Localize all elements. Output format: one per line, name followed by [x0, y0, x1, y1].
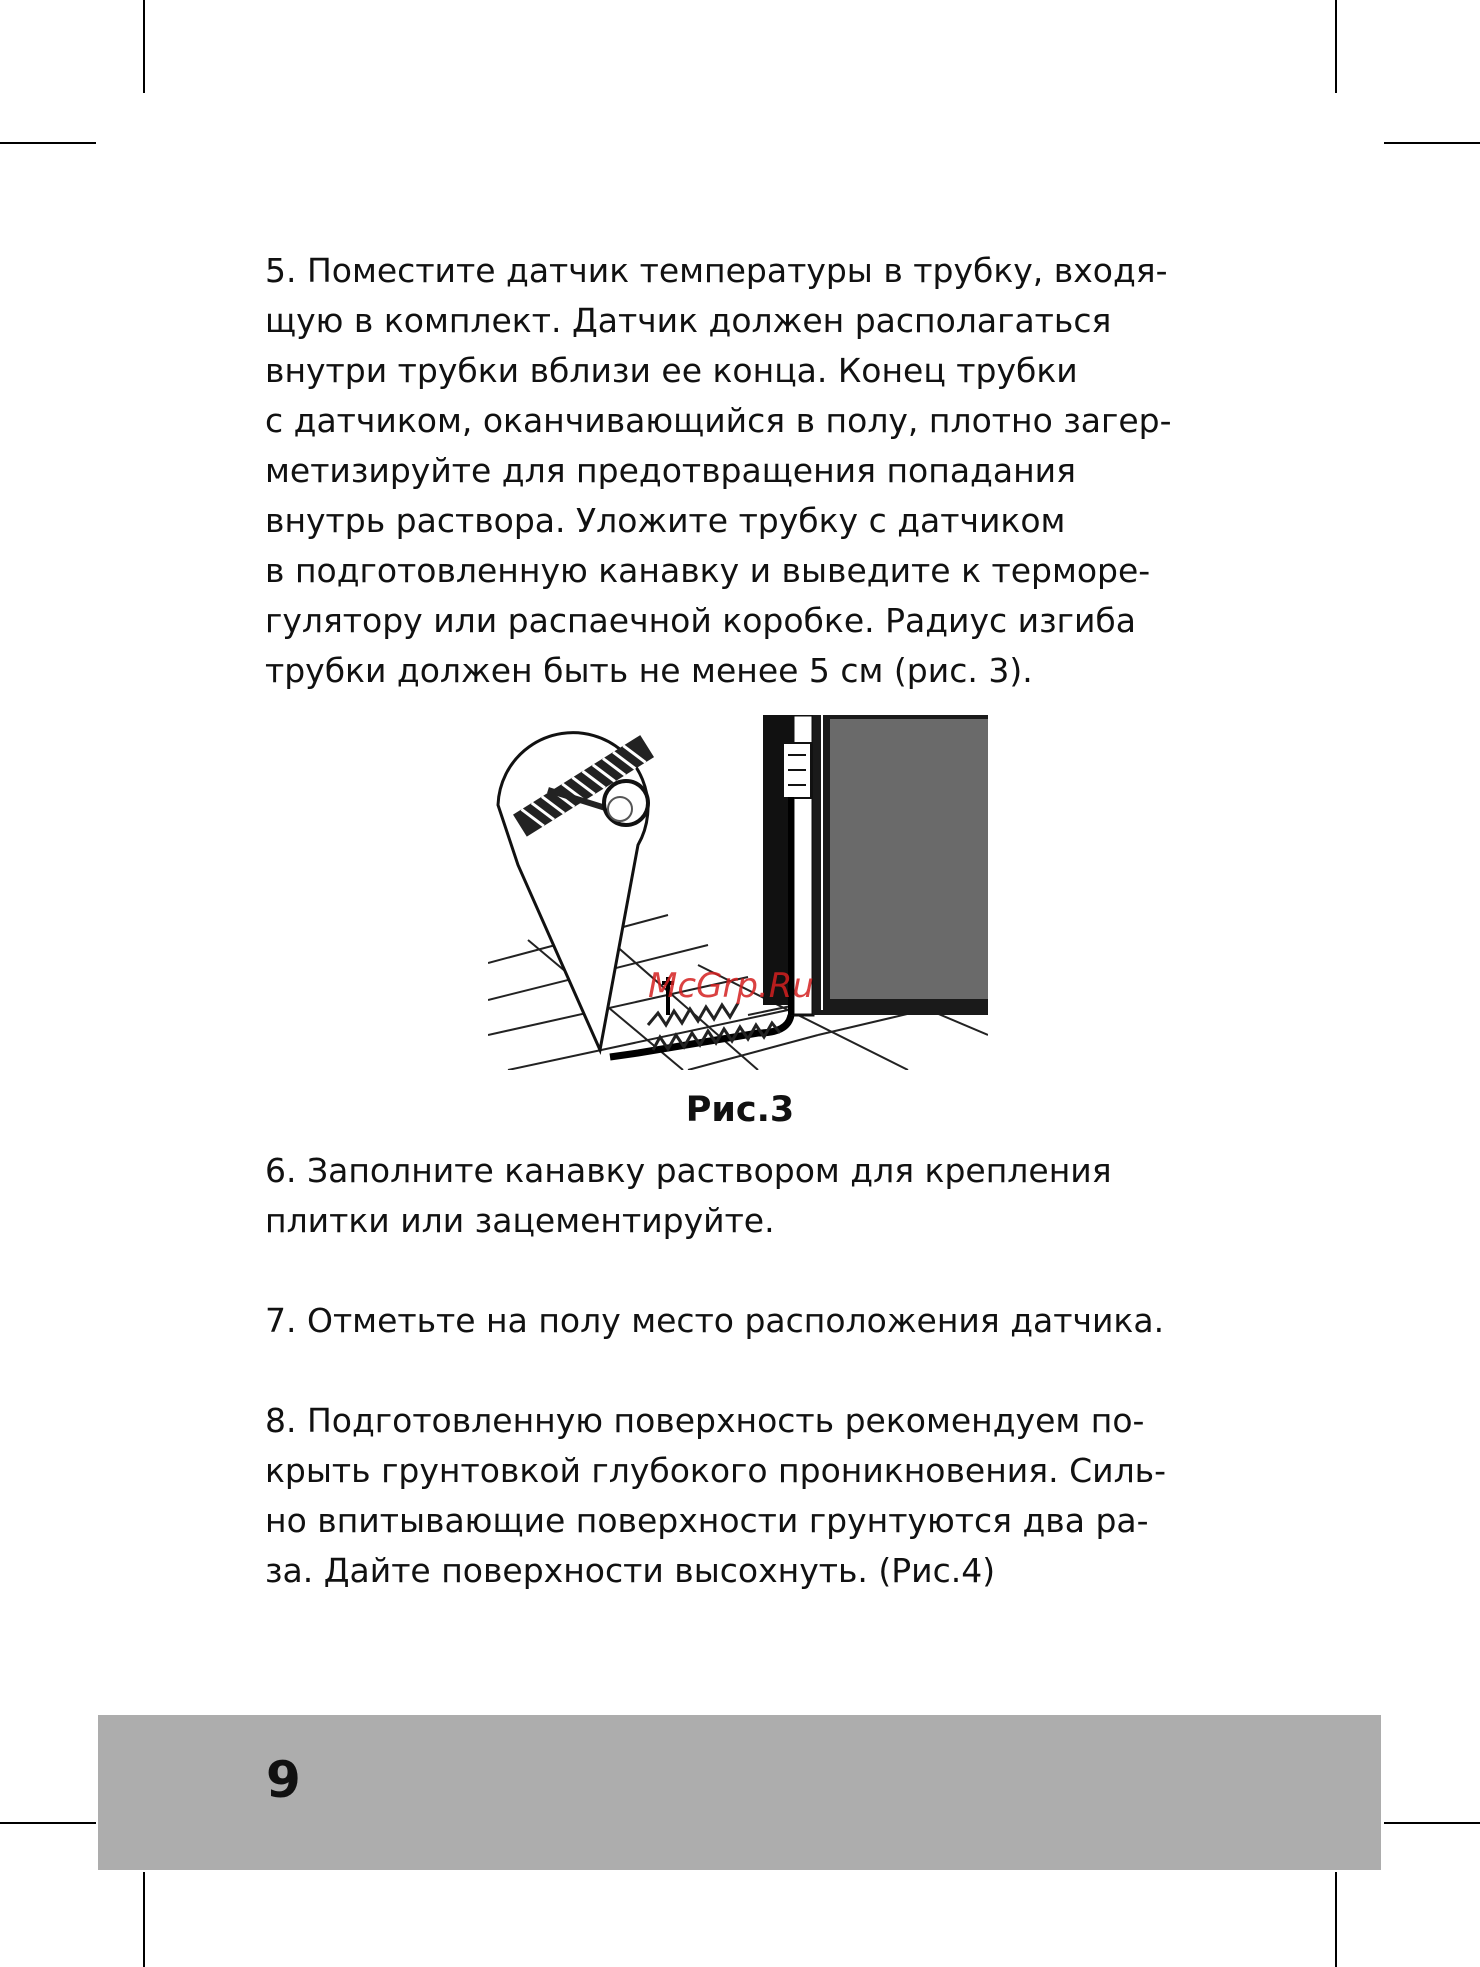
figure-3-illustration	[488, 715, 988, 1070]
crop-mark-top-left-vertical	[143, 0, 145, 93]
crop-mark-top-right-horizontal	[1384, 142, 1480, 144]
crop-mark-bottom-right-horizontal	[1384, 1822, 1480, 1824]
footer-band	[98, 1715, 1381, 1870]
step-8-text: 8. Подготовленную поверхность рекомендуем по- крыть грунтовкой глубокого проникновения. Силь- но впитывающие поверхности грунтуются два ра- за. Дайте поверхности высохнуть. (Рис.4)	[265, 1401, 1167, 1590]
crop-mark-bottom-left-vertical	[143, 1872, 145, 1967]
page-number: 9	[266, 1751, 301, 1809]
crop-mark-bottom-left-horizontal	[0, 1822, 96, 1824]
crop-mark-top-right-vertical	[1335, 0, 1337, 93]
step-5-text: 5. Поместите датчик температуры в трубку, входя- щую в комплект. Датчик должен располагаться внутри трубки вблизи ее конца. Конец трубки с датчиком, оканчивающийся в полу, плотно загер- метизируйте для предотвращения попадания внутрь раствора. Уложите трубку с датчиком в подготовленную канавку и выведите к терморе- гулятору или распаечной коробке. Радиус изгиба трубки должен быть не менее 5 см (рис. 3).	[265, 251, 1172, 690]
step-7-text: 7. Отметьте на полу место расположения датчика.	[265, 1301, 1165, 1340]
figure-3-caption: Рис.3	[685, 1090, 795, 1130]
crop-mark-bottom-right-vertical	[1335, 1872, 1337, 1967]
figure-watermark: McGrp.Ru	[648, 966, 814, 1006]
step-6-text: 6. Заполните канавку раствором для крепления плитки или зацементируйте.	[265, 1151, 1112, 1240]
crop-mark-top-left-horizontal	[0, 142, 96, 144]
